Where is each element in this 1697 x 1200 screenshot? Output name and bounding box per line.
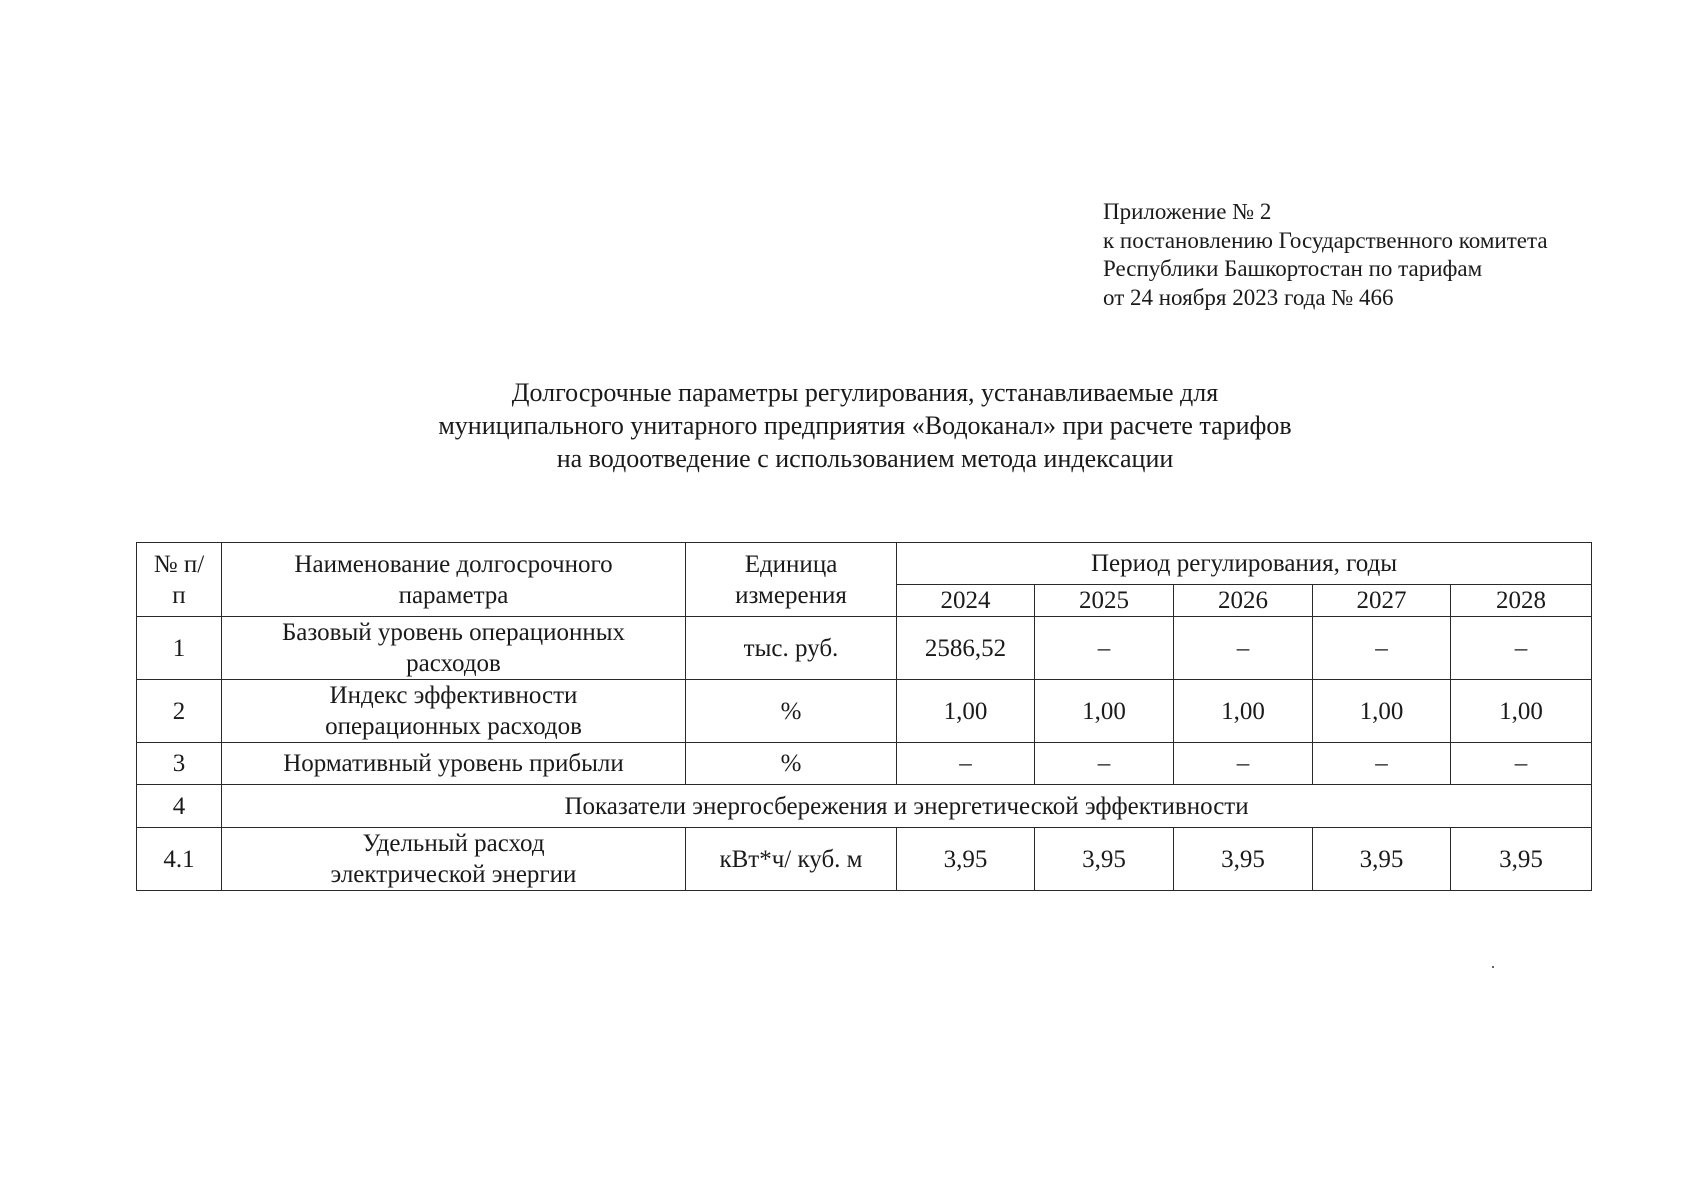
table-row — [137, 828, 1592, 891]
row-unit: % — [686, 680, 897, 743]
row-value: 1,00 — [1313, 680, 1451, 743]
row-name: Индекс эффективности операционных расходов — [222, 680, 686, 743]
table-row — [137, 743, 1592, 785]
row-value: – — [1035, 617, 1174, 680]
row-unit: кВт*ч/ куб. м — [686, 828, 897, 891]
row-value: – — [1313, 617, 1451, 680]
title-line-1: Долгосрочные параметры регулирования, устанавливаемые для — [511, 378, 1219, 407]
row-value: 3,95 — [1313, 828, 1451, 891]
row-value: 2586,52 — [897, 617, 1035, 680]
row-value: – — [1451, 743, 1592, 785]
header-num: № п/п — [137, 543, 222, 617]
row-unit: тыс. руб. — [686, 617, 897, 680]
header-period: Период регулирования, годы — [897, 543, 1592, 585]
row-value: 3,95 — [1174, 828, 1313, 891]
title-line-3: на водоотведение с использованием метода индексации — [556, 444, 1174, 473]
appendix-block — [1103, 198, 1548, 312]
document-title — [0, 376, 1697, 475]
header-year: 2025 — [1035, 585, 1174, 617]
row-name: Нормативный уровень прибыли — [222, 743, 686, 785]
header-year: 2028 — [1451, 585, 1592, 617]
row-value: 1,00 — [1451, 680, 1592, 743]
row-value: 1,00 — [897, 680, 1035, 743]
header-year: 2027 — [1313, 585, 1451, 617]
title-line-2: муниципального унитарного предприятия «Водоканал» при расчете тарифов — [438, 411, 1292, 440]
parameters-table — [136, 542, 1592, 891]
row-num: 2 — [137, 680, 222, 743]
row-value: 3,95 — [1035, 828, 1174, 891]
appendix-resolution-ref: к постановлению Государственного комитета — [1103, 227, 1548, 253]
table-section-row — [137, 785, 1592, 828]
header-name: Наименование долгосрочного параметра — [222, 543, 686, 617]
row-value: – — [1174, 617, 1313, 680]
row-value: 1,00 — [1174, 680, 1313, 743]
table-row — [137, 680, 1592, 743]
section-title: Показатели энергосбережения и энергетической эффективности — [222, 785, 1592, 828]
scan-speck — [1492, 966, 1494, 968]
row-value: – — [897, 743, 1035, 785]
row-value: – — [1451, 617, 1592, 680]
row-value: 3,95 — [1451, 828, 1592, 891]
row-value: – — [1035, 743, 1174, 785]
appendix-committee: Республики Башкортостан по тарифам — [1103, 256, 1483, 281]
header-year: 2026 — [1174, 585, 1313, 617]
appendix-date: от 24 ноября 2023 года № 466 — [1103, 284, 1394, 310]
row-num: 4.1 — [137, 828, 222, 891]
row-value: – — [1313, 743, 1451, 785]
row-unit: % — [686, 743, 897, 785]
row-num: 4 — [137, 785, 222, 828]
row-name: Удельный расход электрической энергии — [222, 828, 686, 891]
table-header-row — [137, 543, 1592, 585]
row-num: 3 — [137, 743, 222, 785]
row-value: 1,00 — [1035, 680, 1174, 743]
row-value: 3,95 — [897, 828, 1035, 891]
header-unit: Единица измерения — [686, 543, 897, 617]
row-value: – — [1174, 743, 1313, 785]
row-num: 1 — [137, 617, 222, 680]
table-row — [137, 617, 1592, 680]
appendix-number: Приложение № 2 — [1103, 199, 1272, 224]
row-name: Базовый уровень операционных расходов — [222, 617, 686, 680]
header-year: 2024 — [897, 585, 1035, 617]
